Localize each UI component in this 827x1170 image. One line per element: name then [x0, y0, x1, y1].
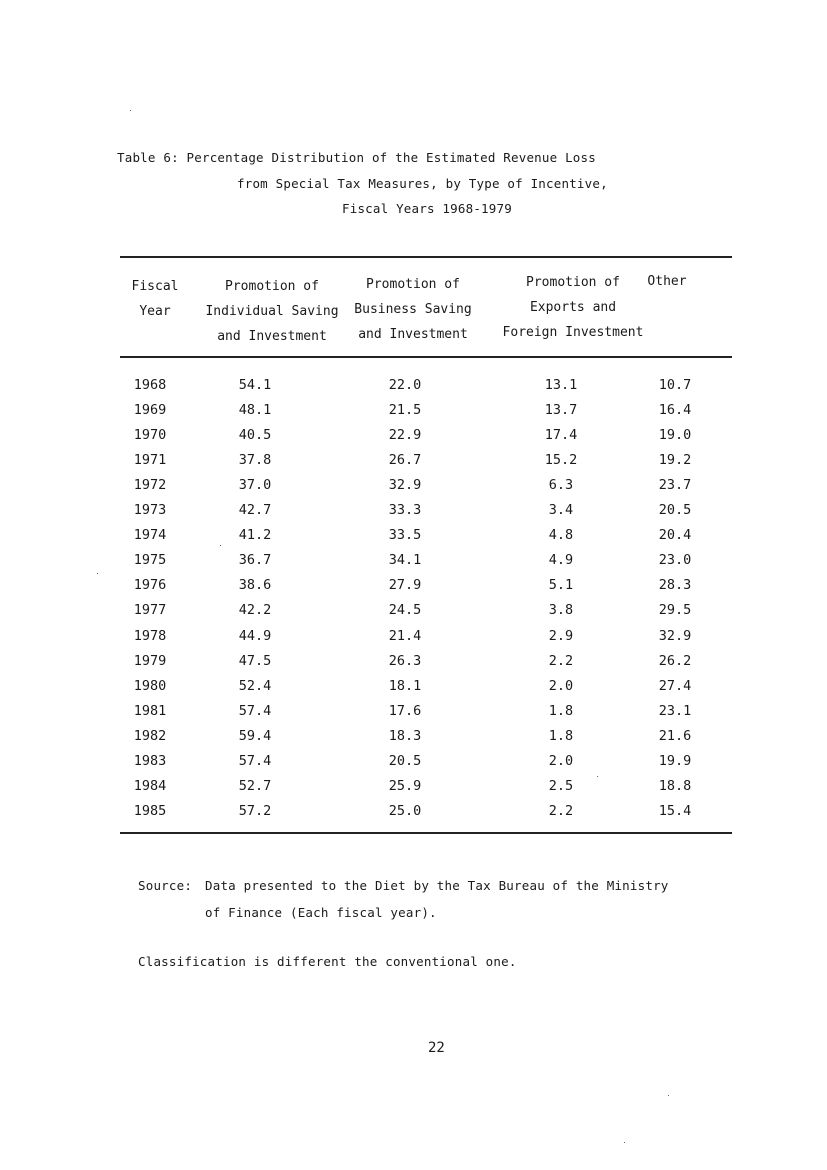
cell-other: 20.5 — [658, 502, 692, 519]
source-text-line-2: of Finance (Each fiscal year). — [205, 905, 437, 920]
cell-year: 1981 — [133, 702, 167, 719]
cell-exports: 3.4 — [548, 502, 574, 519]
cell-year: 1974 — [133, 527, 167, 544]
cell-other: 19.2 — [658, 452, 692, 469]
cell-year: 1983 — [133, 752, 167, 769]
cell-individual: 57.4 — [238, 752, 272, 769]
cell-exports: 1.8 — [548, 702, 574, 719]
cell-business: 32.9 — [388, 477, 422, 494]
cell-exports: 4.8 — [548, 527, 574, 544]
cell-individual: 48.1 — [238, 402, 272, 419]
cell-other: 18.8 — [658, 777, 692, 794]
cell-individual: 59.4 — [238, 727, 272, 744]
cell-exports: 4.9 — [548, 552, 574, 569]
cell-exports: 13.7 — [544, 402, 578, 419]
cell-other: 15.4 — [658, 802, 692, 819]
cell-business: 18.1 — [388, 677, 422, 694]
cell-other: 23.7 — [658, 477, 692, 494]
cell-exports: 2.5 — [548, 777, 574, 794]
cell-exports: 15.2 — [544, 452, 578, 469]
cell-other: 27.4 — [658, 677, 692, 694]
cell-year: 1973 — [133, 502, 167, 519]
cell-year: 1982 — [133, 727, 167, 744]
header-individual-saving — [197, 274, 347, 349]
cell-year: 1970 — [133, 427, 167, 444]
cell-exports: 2.2 — [548, 652, 574, 669]
header-line: Individual Saving — [205, 304, 339, 319]
cell-individual: 36.7 — [238, 552, 272, 569]
cell-other: 10.7 — [658, 377, 692, 393]
cell-business: 26.7 — [388, 452, 422, 469]
cell-exports: 2.0 — [548, 752, 574, 769]
header-exports-foreign — [498, 270, 648, 345]
cell-year: 1978 — [133, 627, 167, 644]
cell-individual: 52.4 — [238, 677, 272, 694]
header-line: Business Saving — [354, 302, 472, 317]
cell-other: 19.0 — [658, 427, 692, 444]
cell-business: 27.9 — [388, 577, 422, 594]
classification-note: Classification is different the conventional one. — [138, 954, 517, 969]
cell-year: 1968 — [133, 377, 167, 393]
header-line: Fiscal — [131, 279, 179, 294]
header-line: Other — [647, 274, 687, 289]
cell-business: 26.3 — [388, 652, 422, 669]
cell-exports: 1.8 — [548, 727, 574, 744]
cell-exports: 2.0 — [548, 677, 574, 694]
cell-other: 23.1 — [658, 702, 692, 719]
scan-speck — [220, 545, 221, 546]
cell-business: 21.4 — [388, 627, 422, 644]
cell-individual: 42.7 — [238, 502, 272, 519]
header-other — [637, 269, 697, 294]
cell-exports: 2.9 — [548, 627, 574, 644]
header-line: Promotion of — [225, 279, 319, 294]
scan-speck — [668, 1095, 669, 1096]
header-line: Promotion of — [526, 275, 620, 290]
cell-individual: 37.8 — [238, 452, 272, 469]
cell-other: 20.4 — [658, 527, 692, 544]
cell-year: 1971 — [133, 452, 167, 469]
cell-other: 23.0 — [658, 552, 692, 569]
table-bottom-rule — [120, 832, 732, 834]
scan-speck — [97, 573, 98, 574]
cell-exports: 6.3 — [548, 477, 574, 494]
cell-individual: 37.0 — [238, 477, 272, 494]
cell-year: 1976 — [133, 577, 167, 594]
cell-individual: 57.4 — [238, 702, 272, 719]
cell-other: 16.4 — [658, 402, 692, 419]
cell-business: 17.6 — [388, 702, 422, 719]
cell-business: 22.0 — [388, 377, 422, 393]
cell-individual: 44.9 — [238, 627, 272, 644]
cell-year: 1984 — [133, 777, 167, 794]
header-line: and Investment — [217, 329, 327, 344]
cell-exports: 5.1 — [548, 577, 574, 594]
table-top-rule — [120, 256, 732, 258]
header-line: Year — [139, 304, 171, 319]
cell-other: 21.6 — [658, 727, 692, 744]
cell-other: 19.9 — [658, 752, 692, 769]
cell-exports: 13.1 — [544, 377, 578, 393]
cell-year: 1985 — [133, 802, 167, 819]
cell-year: 1979 — [133, 652, 167, 669]
cell-year: 1980 — [133, 677, 167, 694]
header-line: and Investment — [358, 327, 468, 342]
cell-exports: 17.4 — [544, 427, 578, 444]
cell-business: 22.9 — [388, 427, 422, 444]
cell-year: 1969 — [133, 402, 167, 419]
cell-exports: 3.8 — [548, 602, 574, 619]
cell-individual: 47.5 — [238, 652, 272, 669]
table-header-rule — [120, 356, 732, 358]
cell-individual: 57.2 — [238, 802, 272, 819]
cell-other: 28.3 — [658, 577, 692, 594]
cell-other: 32.9 — [658, 627, 692, 644]
source-text-line-1: Data presented to the Diet by the Tax Bureau of the Ministry — [205, 878, 669, 893]
header-line: Promotion of — [366, 277, 460, 292]
header-line: Exports and — [529, 300, 617, 315]
cell-year: 1972 — [133, 477, 167, 494]
header-business-saving — [343, 272, 483, 347]
cell-business: 34.1 — [388, 552, 422, 569]
page-number: 22 — [428, 1040, 445, 1056]
header-line: Foreign Investment — [502, 325, 644, 340]
table-caption-line-3: Fiscal Years 1968-1979 — [342, 201, 512, 216]
cell-individual: 42.2 — [238, 602, 272, 619]
cell-individual: 41.2 — [238, 527, 272, 544]
cell-business: 18.3 — [388, 727, 422, 744]
cell-individual: 52.7 — [238, 777, 272, 794]
cell-individual: 40.5 — [238, 427, 272, 444]
cell-individual: 38.6 — [238, 577, 272, 594]
cell-business: 24.5 — [388, 602, 422, 619]
cell-business: 21.5 — [388, 402, 422, 419]
cell-exports: 2.2 — [548, 802, 574, 819]
cell-business: 25.0 — [388, 802, 422, 819]
header-fiscal-year — [125, 274, 185, 324]
cell-business: 33.5 — [388, 527, 422, 544]
table-caption-line-2: from Special Tax Measures, by Type of Incentive, — [237, 176, 608, 191]
cell-business: 33.3 — [388, 502, 422, 519]
source-label: Source: — [138, 878, 193, 893]
cell-other: 26.2 — [658, 652, 692, 669]
cell-other: 29.5 — [658, 602, 692, 619]
cell-business: 20.5 — [388, 752, 422, 769]
cell-individual: 54.1 — [238, 377, 272, 393]
scan-speck — [130, 110, 131, 111]
cell-year: 1977 — [133, 602, 167, 619]
scan-speck — [597, 776, 598, 777]
cell-year: 1975 — [133, 552, 167, 569]
table-caption-line-1: Table 6: Percentage Distribution of the Estimated Revenue Loss — [117, 150, 596, 165]
scan-speck — [624, 1142, 625, 1143]
cell-business: 25.9 — [388, 777, 422, 794]
